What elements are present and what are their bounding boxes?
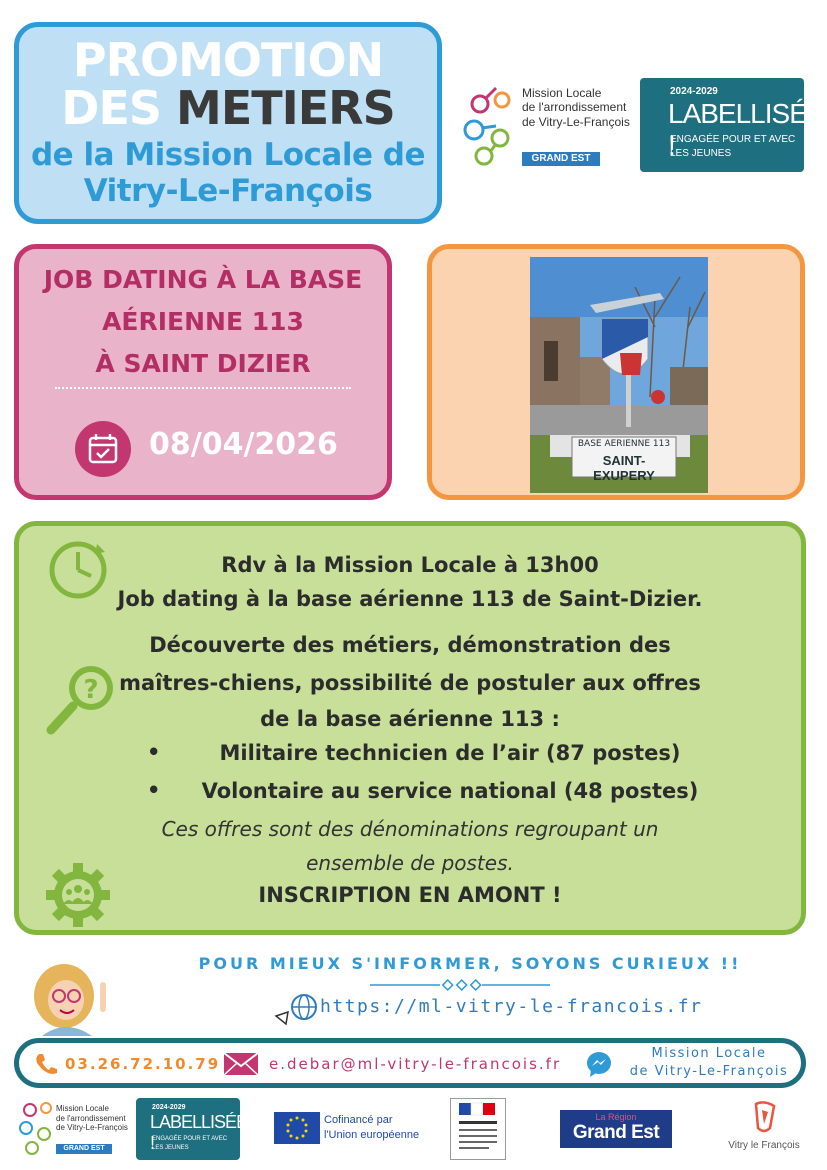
label-sub-1: ENGAGÉE POUR ET AVEC xyxy=(670,134,796,145)
job-dating-card xyxy=(14,244,392,500)
title-line-city: Vitry-Le-François xyxy=(83,173,373,209)
mail-icon xyxy=(223,1051,259,1077)
divider xyxy=(55,387,351,389)
phone-icon xyxy=(33,1051,59,1077)
vitry-emblem-icon xyxy=(744,1100,784,1136)
rings-icon xyxy=(460,80,520,172)
messenger-page[interactable]: Mission Locale de Vitry-Le-François xyxy=(629,1046,789,1079)
desc-line-2: maîtres-chiens, possibilité de postuler aux offres xyxy=(119,671,701,695)
job-line-2: AÉRIENNE 113 xyxy=(102,307,304,336)
divider-diamonds xyxy=(370,978,550,992)
offer-2: Volontaire au service national (48 postes) xyxy=(201,779,699,803)
note-line-2: ensemble de postes. xyxy=(306,851,514,875)
ml-name-1: Mission Locale xyxy=(522,86,602,100)
calendar-icon xyxy=(75,421,131,477)
slogan: POUR MIEUX S'INFORMER, SOYONS CURIEUX !! xyxy=(198,954,742,973)
offer-1: Militaire technicien de l’air (87 postes) xyxy=(219,741,681,765)
eu-flag-icon xyxy=(274,1112,320,1144)
marianne-icon xyxy=(451,1099,505,1159)
republique-francaise-logo xyxy=(450,1098,506,1160)
desc-line-1: Découverte des métiers, démonstration des xyxy=(149,633,671,657)
event-date: 08/04/2026 xyxy=(149,427,338,462)
bullet: • xyxy=(147,740,161,764)
rdv-text: Rdv à la Mission Locale à 13h00 xyxy=(221,553,599,577)
footer-labellisee-badge: 2024-2029 LABELLISÉE ! ENGAGÉE POUR ET AVEC LES JEUNES xyxy=(136,1098,240,1160)
email-address[interactable]: e.debar@ml-vitry-le-francois.fr xyxy=(269,1055,562,1073)
label-title: LABELLISÉE ! xyxy=(668,98,825,161)
footer-mission-locale-logo: Mission Locale de l'arrondissement de Vitry-Le-François GRAND EST xyxy=(16,1096,136,1160)
title-line-promotion: PROMOTION xyxy=(72,33,384,87)
eu-text-1: Cofinancé par xyxy=(324,1114,393,1126)
avatar xyxy=(22,956,118,1036)
vitry-text: Vitry le François xyxy=(728,1140,800,1151)
vitry-logo xyxy=(714,1100,814,1160)
ml-name-3: de Vitry-Le-François xyxy=(522,114,630,129)
info-card xyxy=(14,521,806,935)
job-line-1: JOB DATING À LA BASE xyxy=(43,265,363,294)
title-line-mission: de la Mission Locale de xyxy=(30,137,425,173)
title-banner xyxy=(14,22,442,224)
region-top-text: La Région xyxy=(595,1112,637,1122)
contact-bar xyxy=(14,1038,806,1088)
sign-text-1: BASE AERIENNE 113 xyxy=(577,439,671,449)
svg-text:?: ? xyxy=(83,675,99,705)
grand-est-badge: GRAND EST xyxy=(522,152,600,166)
phone-number[interactable]: 03.26.72.10.79 xyxy=(65,1055,221,1073)
messenger-icon xyxy=(585,1050,613,1078)
job-dating-text: Job dating à la base aérienne 113 de Saint-Dizier. xyxy=(117,587,703,611)
job-line-3: À SAINT DIZIER xyxy=(95,349,311,378)
globe-icon xyxy=(270,992,320,1026)
labellisee-badge xyxy=(640,78,825,172)
ml-name-2: de l'arrondissement xyxy=(522,100,627,115)
label-years: 2024-2029 xyxy=(670,86,718,97)
region-grand-est-logo xyxy=(560,1110,672,1148)
sign-text-2: SAINT-EXUPERY xyxy=(593,453,655,483)
desc-line-3: de la base aérienne 113 : xyxy=(260,707,560,731)
label-sub-2: LES JEUNES xyxy=(670,148,732,159)
website-link[interactable]: https://ml-vitry-le-francois.fr xyxy=(320,996,703,1017)
title-line-metiers: DES METIERS xyxy=(61,81,395,135)
base-aerienne-photo xyxy=(530,257,708,493)
region-name-text: Grand Est xyxy=(572,1122,660,1143)
bullet: • xyxy=(147,778,161,802)
eu-text-2: l'Union européenne xyxy=(324,1129,420,1141)
inscription-text: INSCRIPTION EN AMONT ! xyxy=(258,883,562,907)
note-line-1: Ces offres sont des dénominations regroupant un xyxy=(161,817,659,841)
rings-icon xyxy=(16,1096,56,1160)
photo-card xyxy=(427,244,805,500)
eu-logo xyxy=(274,1112,424,1144)
mission-locale-logo xyxy=(460,76,630,172)
